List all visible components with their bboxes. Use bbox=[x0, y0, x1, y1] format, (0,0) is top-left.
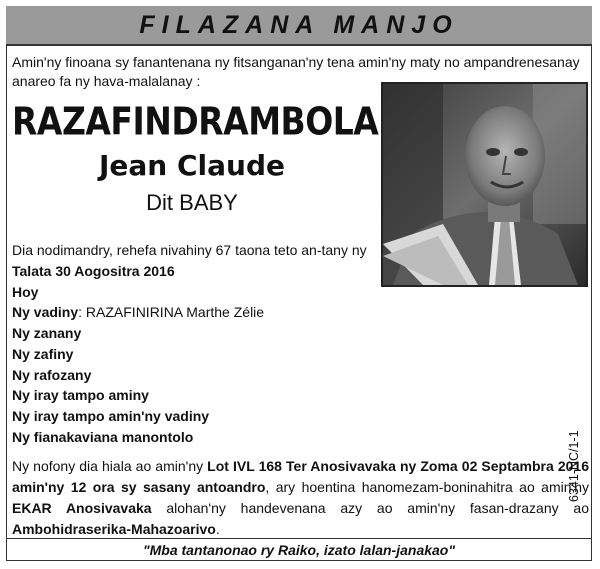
spouse-row bbox=[12, 302, 372, 323]
intro-text: Amin'ny finoana sy fanantenana ny fitsanganan'ny tena amin'ny maty no ampandrenesanay anareo fa ny hava-malalanay : bbox=[12, 54, 580, 89]
notice-header bbox=[6, 6, 592, 46]
portrait-image bbox=[383, 84, 586, 285]
burial-paragraph bbox=[12, 456, 589, 540]
death-date: Talata 30 Aogositra 2016 bbox=[12, 263, 175, 279]
burial-text-2: , ary hoentina hanomezam-boninahitra ao amin'ny bbox=[265, 479, 589, 495]
burial-end: . bbox=[215, 521, 220, 537]
burial-location: Lot IVL 168 Ter Anosivavaka ny Zoma 02 Septambra 2016 amin'ny 12 ora sy sasany antoandro bbox=[12, 458, 589, 495]
list-item: Ny iray tampo amin'ny vadiny bbox=[12, 407, 210, 424]
list-item: Ny fianakaviana manontolo bbox=[12, 428, 194, 445]
list-item: Ny iray tampo aminy bbox=[12, 387, 149, 404]
spouse-name: : RAZAFINIRINA Marthe Zélie bbox=[78, 304, 265, 321]
deceased-surname: RAZAFINDRAMBOLA bbox=[12, 99, 379, 144]
family-list bbox=[12, 261, 372, 447]
death-statement: Dia nodimandry, rehefa nivahiny 67 taona teto an-tany ny bbox=[12, 242, 367, 258]
deceased-alias: Dit BABY bbox=[146, 190, 238, 215]
hoy-label: Hoy bbox=[12, 283, 39, 300]
list-item: Ny zafiny bbox=[12, 345, 74, 362]
deceased-photo bbox=[381, 82, 588, 287]
burial-church: EKAR Anosivavaka bbox=[12, 500, 152, 516]
footer-divider bbox=[6, 538, 592, 539]
reference-code: 6341-NC/1-1 bbox=[567, 430, 581, 502]
closing-quote: "Mba tantanonao ry Raiko, izato lalan-janakao" bbox=[142, 542, 455, 558]
deceased-given-names: Jean Claude bbox=[99, 149, 285, 182]
deceased-name-block bbox=[12, 99, 379, 218]
list-item: Ny zanany bbox=[12, 325, 82, 342]
notice-title: FILAZANA MANJO bbox=[139, 10, 459, 39]
burial-text-3: alohan'ny handevenana azy ao amin'ny fasan-drazany ao bbox=[151, 500, 589, 516]
burial-tomb: Ambohidraserika-Mahazoarivo bbox=[12, 521, 216, 537]
list-item: Ny rafozany bbox=[12, 366, 92, 383]
burial-text-1: Ny nofony dia hiala ao amin'ny bbox=[12, 458, 208, 474]
spouse-label: Ny vadiny bbox=[12, 304, 79, 321]
